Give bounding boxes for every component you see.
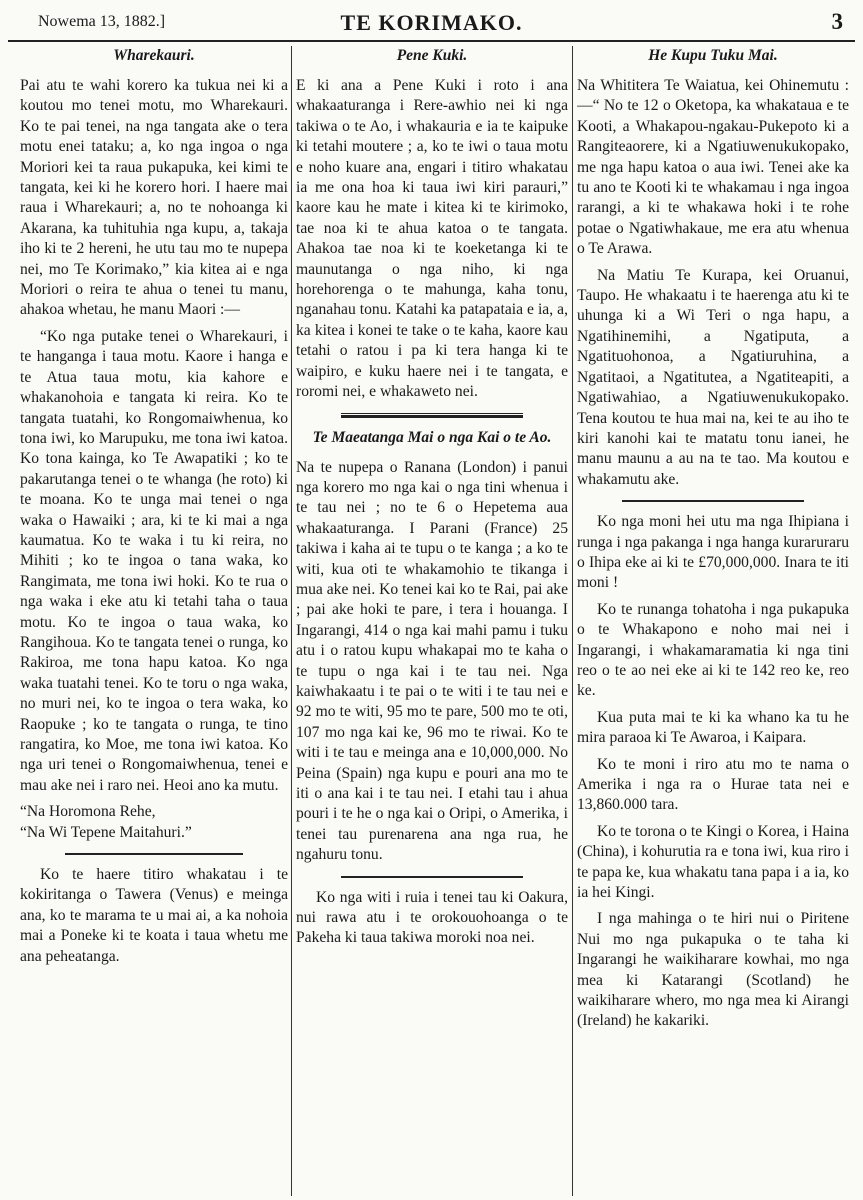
- masthead: [8, 0, 855, 42]
- column-2: [296, 46, 568, 1196]
- signature: “Na Wi Tepene Maitahuri.”: [20, 823, 192, 841]
- article-paragraph: E ki ana a Pene Kuki i roto i ana whakaaturanga i Rere-awhio nei ki nga takiwa o te Ao, i whakauria e ia te kaipuke ki tetahi moutere ; a, ko te iwi o taua motu e noho kuare ana, engari i titiro whakatau ia me ona hoa ki taua iwi kiri parauri,” kaore kau he mate i kitea ki te kirimoko, tae noa ki te ahua katoa o te tangata. Ahakoa tae noa ki te koeketanga ki te maunutanga o nga niho, ki nga horehorenga o te mahunga, kaha tonu, nganahau tonu. Katahi ka patapataia e ia, a, ka kitea i konei te take o te kaha, kaore kau tetahi o ratou i pa ki tera hanga ki te waipiro, e kuku haere nei i te tangata, e roromi nei, e whakaweto nei.: [296, 77, 568, 401]
- article-paragraph: I nga mahinga o te hiri nui o Piritene Nui mo nga pukapuka o te taha ki Ingarangi he waikiharare kowhai, mo nga mea ki Katarangi (Scotland) he waikiharare whero, mo nga mea ki Airangi (Ireland) he kakariki.: [577, 910, 849, 1030]
- article-heading-pene-kuki: Pene Kuki.: [396, 47, 468, 64]
- article-paragraph: Ko te moni i riro atu mo te nama o Amerika i nga ra o Hurae tata nei e 13,860.000 tara.: [577, 755, 849, 814]
- column-1: [20, 46, 288, 1196]
- article-heading-kai: Te Maeatanga Mai o nga Kai o te Ao.: [312, 428, 552, 446]
- signature: “Na Horomona Rehe,: [20, 803, 156, 821]
- section-rule: [341, 876, 523, 878]
- article-paragraph: Pai atu te wahi korero ka tukua nei ki a koutou mo tenei motu, mo Wharekauri. Ko te pai tenei, na nga tangata ake o tera motu enei tataku; a, ko nga ingoa o nga Moriori kei ta raua pukapuka, kei kimi te tangata, kei ki he korero hori. I haere mai raua i Wharekauri; a, no te nohoanga ki Akarana, ka tuhituhia nga kupu, a, takaja iho ki te 2 hereni, he utu tau mo te nupepa nei, mo Te Korimako,” kia kitea ai e nga Moriori o reira te ahua o tenei tu manu, ahakoa whetau, he manu Maori :—: [20, 77, 288, 319]
- article-paragraph: Na Matiu Te Kurapa, kei Oruanui, Taupo. He whakaatu i te haerenga atu ki te uhunga ki a Wi Teri o nga hapu, a Ngatihinemihi, a Ngatiputa, a Ngatituohonoa, a Ngatiuruhina, a Ngatitaoi, a Ngatitutea, a Ngatiteapiti, a Ngatiwahiao, a Ngatiuwenukukopako. Tena koutou te hua mai na, kei te au iho te kiri kanohi kai te matatu tonu ianei, he manu maunu a au na te tao. Ma koutou e whakamutu ake.: [577, 266, 849, 488]
- column-divider: [572, 46, 573, 1196]
- column-3: [577, 46, 849, 1196]
- article-paragraph: Ko nga witi i ruia i tenei tau ki Oakura, nui rawa atu i te orokouohoanga o te Pakeha ki taua takiwa moroki noa nei.: [296, 888, 568, 947]
- article-paragraph: Ko nga moni hei utu ma nga Ihipiana i runga i nga pakanga i nga hanga kuraruraru o Ihipa eke ai ki te £70,000,000. Inara te iti moni !: [577, 513, 849, 592]
- section-rule: [622, 500, 804, 502]
- article-paragraph: Na te nupepa o Ranana (London) i panui nga korero mo nga kai o nga tini whenua i te tau nei ; no te 6 o Hepetema aua whakaaturanga. I Parani (France) 25 takiwa i kaha ai te tupu o te kanga ; a ko te witi, kua oti te whakamohio te tikanga i mua ake nei. Ko tenei kai ko te Rai, pai ake ; pai ake hoki te pare, i tera i houanga. I Ingarangi, 414 o nga kai mahi pamu i tuku atu i o ratou kupu whakapai mo te kaha o te tupu o nga kai i te tau nei. Nga kaiwhakaatu i te pai o te witi i te tau nei e 92 mo te witi, 95 mo te pare, 500 mo te oti, 107 mo nga kai ke, 96 mo te riwai. Ko te witi i te tau e meinga ana e 10,000,000. No Peina (Spain) nga kupu e pouri ana mo te iti o ana kai i te tau nei. I etahi tau i ahua pouri i te he o nga kai o Oripi, o Amerika, i tenei tau purenarena ana nga rua, he ngahuru tonu.: [296, 458, 568, 864]
- article-paragraph: “Ko nga putake tenei o Wharekauri, i te hanganga i taua motu. Kaore i hanga e te Atua taua motu, kia kahore e whakanohoia e tangata ki reira. Ko te tangata tuatahi, ko Rongomaiwhenua, ko tona iwi, ko Marupuku, me tona iwi katoa. Ko tona kainga, ko Te Awapatiki ; ko te pakarutanga tenei o te whanga (he roto) ki te moana. Ko te unga mai tenei o nga waka o Hawaiki ; ara, ki te ki mai a nga kaumatua. Ko te waka i tu ki reira, no Mihiti ; ko te ingoa o tana waka, ko Rangimata, me tona iwi hoki. Ko te rua o nga waka i eke atu ki tetahi taha o taua motu. Ko te ingoa o taua waka, ko Rangihoua. Ko te tangata tenei o runga, ko Rakiroa, me tona hapu katoa. Ko nga waka tuatahi tenei. Ko te toru o nga waka, no muri nei, ko te ingoa o tera waka, ko Raopuke ; ko te tangata o runga, te tino rangatira, ko Moe, me tona iwi katoa. Ko nga uri tenei o Rongomaiwhenua, tenei e mau ake nei i raro nei. Heoi ano ka mutu.: [20, 327, 288, 794]
- article-paragraph: Ko te runanga tohatoha i nga pukapuka o te Whakapono e noho mai nei i Ingarangi, i whakamaramatia ki nga tini reo o te ao nei eke ai ki te 142 reo ke, reo ke.: [577, 600, 849, 700]
- issue-date: Nowema 13, 1882.]: [38, 13, 166, 30]
- section-rule: [341, 413, 523, 418]
- newspaper-title: TE KORIMAKO.: [340, 10, 523, 35]
- article-paragraph: Kua puta mai te ki ka whano ka tu he mira paraoa ki Te Awaroa, i Kaipara.: [577, 708, 849, 747]
- column-divider: [291, 46, 292, 1196]
- article-heading-wharekauri: Wharekauri.: [113, 47, 195, 64]
- page-number: 3: [831, 9, 843, 34]
- article-paragraph: Ko te haere titiro whakatau i te kokiritanga o Tawera (Venus) e meinga ana, ko te marama te u mai ai, a ka nohoia mai a Poneke ki te koata i taua whetu me ana peheatanga.: [20, 866, 288, 965]
- article-paragraph: Ko te torona o te Kingi o Korea, i Haina (China), i kohurutia ra e tona iwi, kua riro i te papa ke, kua whakatu tana papa i a ia, ko ia hei Kingi.: [577, 822, 849, 902]
- article-heading-kupu-tuku-mai: He Kupu Tuku Mai.: [648, 47, 778, 64]
- section-rule: [65, 853, 243, 855]
- article-paragraph: Na Whititera Te Waiatua, kei Ohinemutu :—“ No te 12 o Oketopa, ka whakataua e te Kooti, a Whakapou-ngakau-Pukepoto ki a Rangiteaorere, ki a Ngatiuwenukukopako, me nga hapu katoa o aua iwi. Tenei ake ka tu ano te Kooti ki te whakamau i nga ingoa rarangi, a ki te whakawa hoki i te rohe potae o Ngatiwhakaue, me era atu whenua o Te Arawa.: [577, 77, 849, 258]
